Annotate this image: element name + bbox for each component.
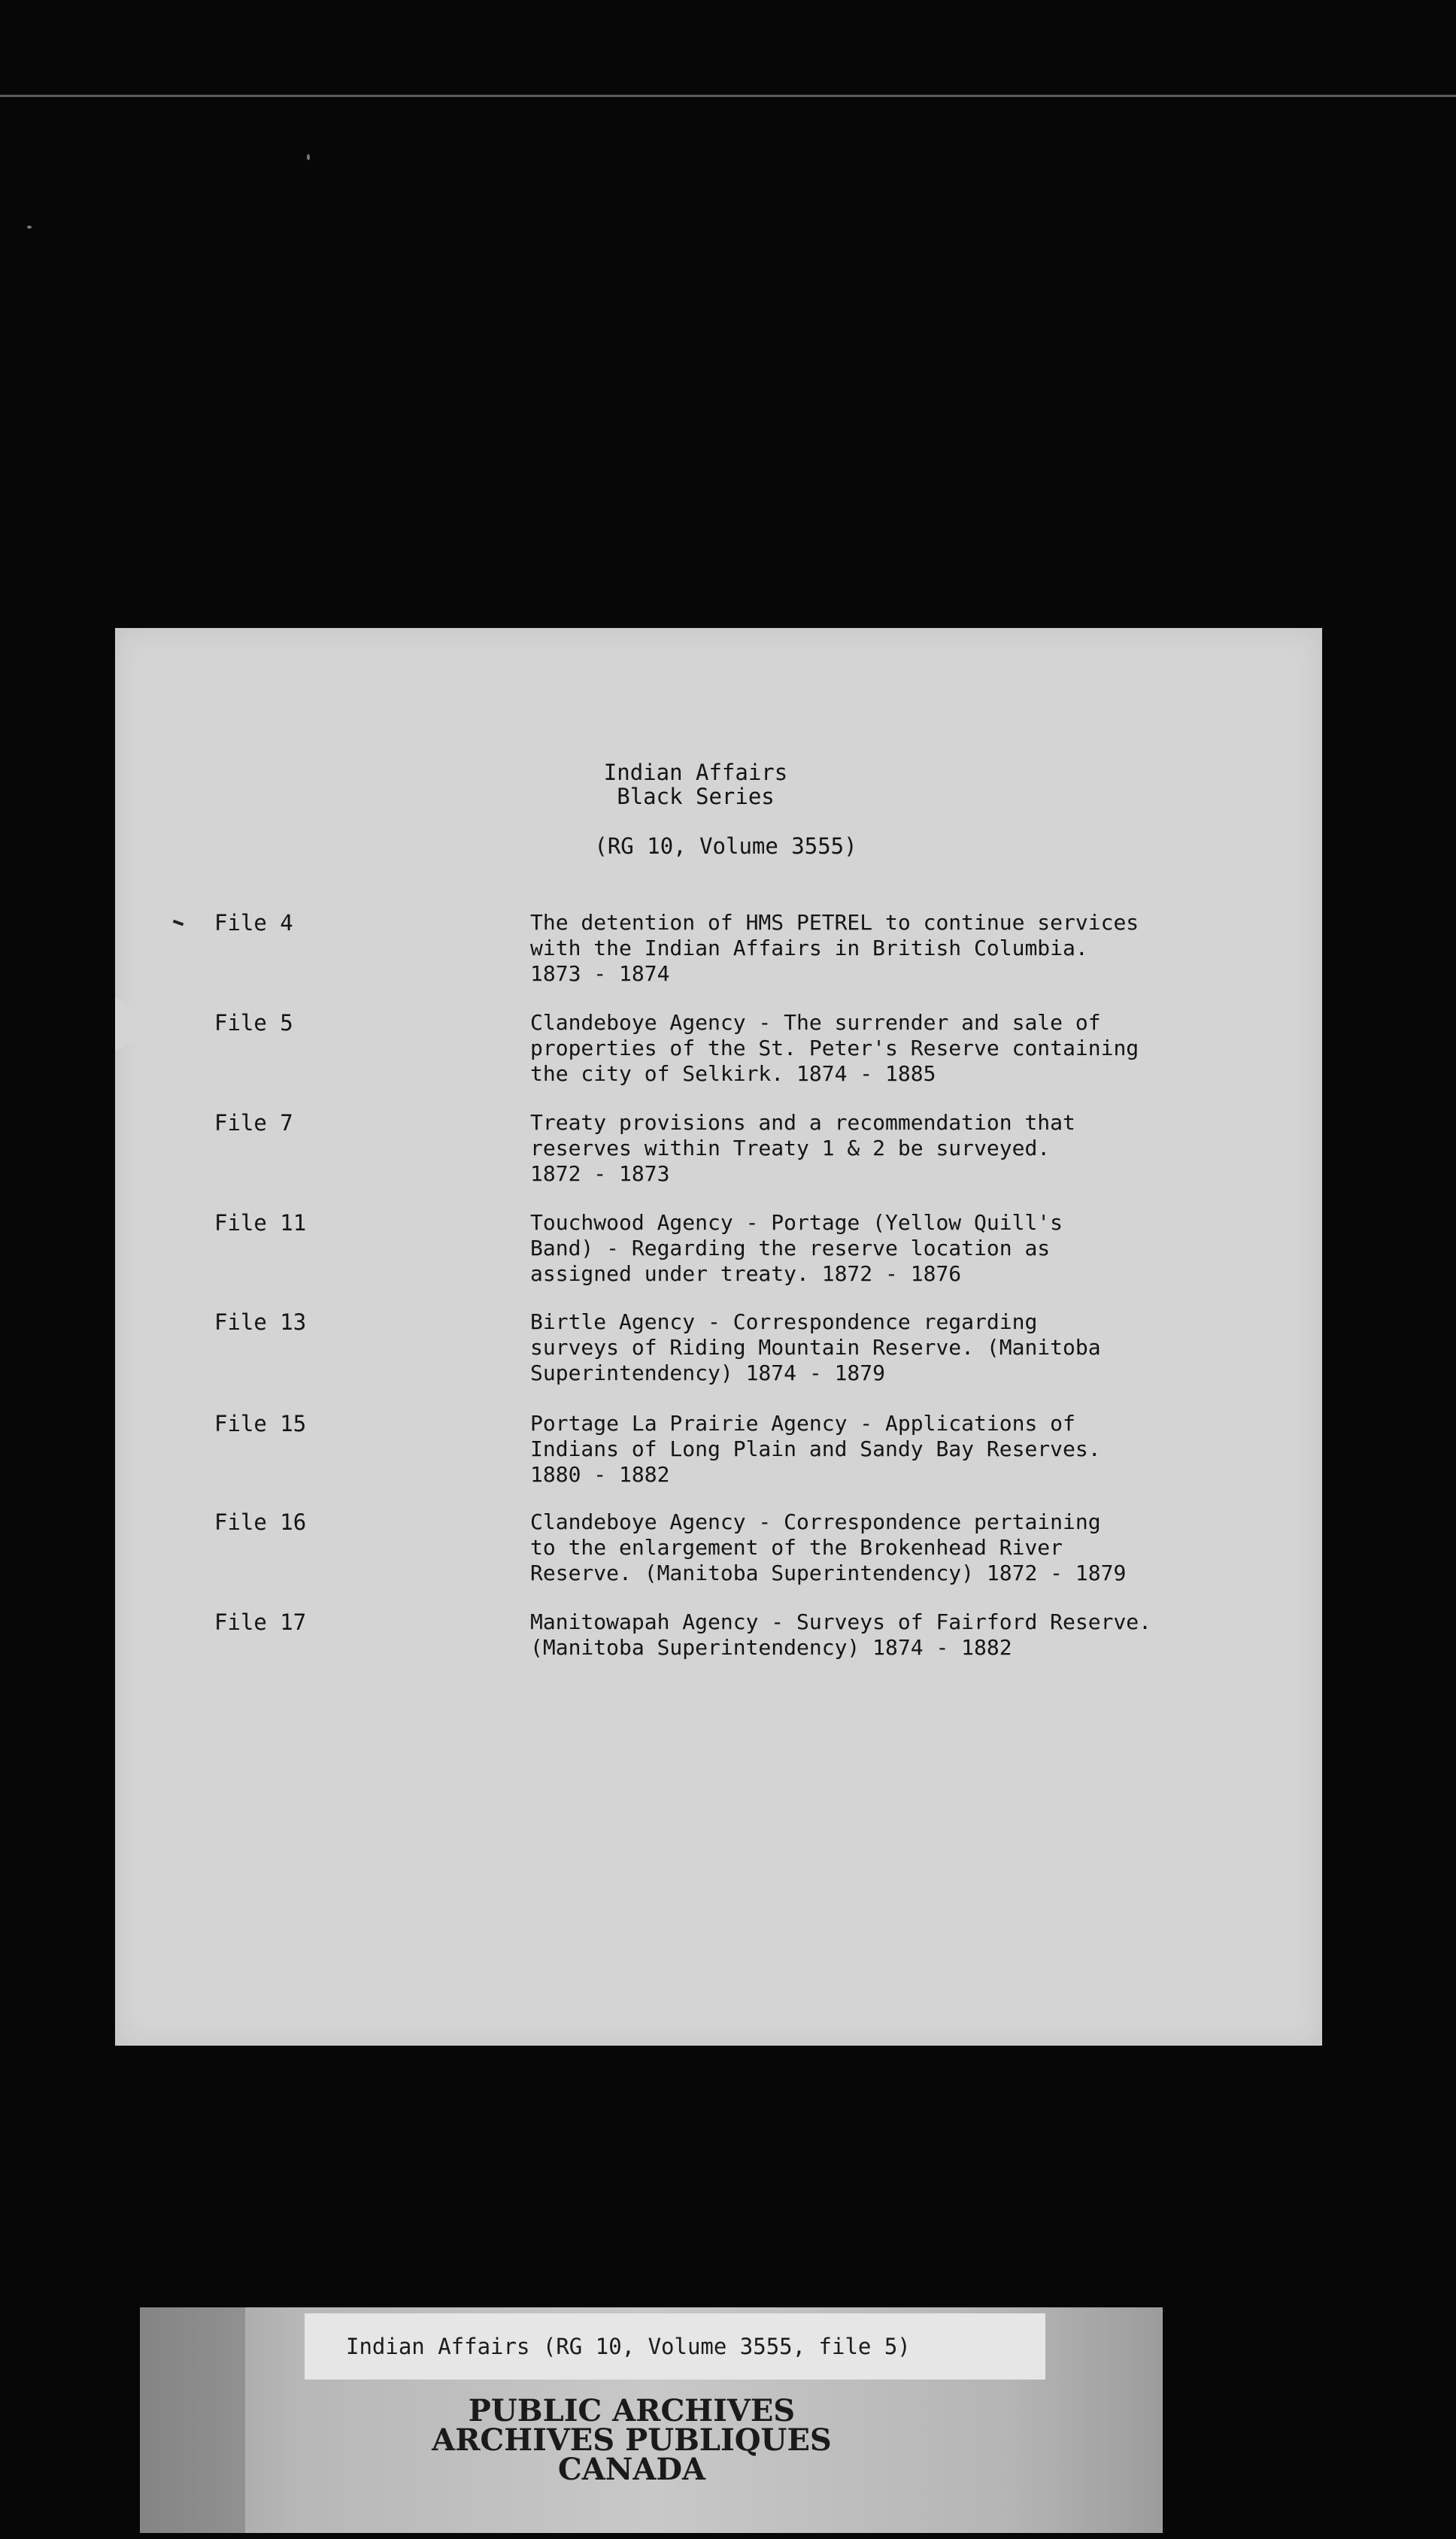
header-series: Black Series (617, 784, 775, 809)
film-edge-line (0, 95, 1456, 97)
header-title: Indian Affairs (603, 760, 788, 785)
file-label: File 4 (214, 910, 293, 936)
archive-stamp-line: PUBLIC ARCHIVES (468, 2393, 796, 2428)
header-volume: (RG 10, Volume 3555) (594, 833, 857, 859)
file-label: File 15 (214, 1411, 307, 1436)
footer-file-label: Indian Affairs (RG 10, Volume 3555, file 5) (305, 2313, 1045, 2380)
file-label: File 11 (214, 1210, 307, 1236)
file-description: Clandeboye Agency - The surrender and sale of properties of the St. Peter's Reserve containing the city of Selkirk. 1874 - 1885 (530, 1010, 1139, 1086)
file-description: Manitowapah Agency - Surveys of Fairford Reserve. (Manitoba Superintendency) 1874 - 1882 (530, 1609, 1152, 1660)
film-speck (307, 154, 310, 160)
file-label: File 5 (214, 1010, 293, 1036)
file-description: Portage La Prairie Agency - Applications of Indians of Long Plain and Sandy Bay Reserves. 1880 - 1882 (530, 1411, 1101, 1487)
file-description: Touchwood Agency - Portage (Yellow Quill's Band) - Regarding the reserve location as assigned under treaty. 1872 - 1876 (530, 1210, 1063, 1286)
film-speck (27, 226, 32, 229)
archive-stamp-line: ARCHIVES PUBLIQUES (432, 2422, 832, 2458)
file-label: File 7 (214, 1110, 293, 1136)
file-description: Treaty provisions and a recommendation that reserves within Treaty 1 & 2 be surveyed. 1872 - 1873 (530, 1110, 1075, 1186)
archive-stamp-line: CANADA (557, 2452, 706, 2487)
file-label: File 13 (214, 1309, 307, 1335)
page-notch-marker (115, 997, 163, 1051)
file-description: Clandeboye Agency - Correspondence pertaining to the enlargement of the Brokenhead River Reserve. (Manitoba Superintendency) 1872 - 1879 (530, 1509, 1127, 1585)
file-label: File 17 (214, 1609, 307, 1635)
file-description: The detention of HMS PETREL to continue services with the Indian Affairs in British Columbia. 1873 - 1874 (530, 910, 1139, 986)
file-description: Birtle Agency - Correspondence regarding surveys of Riding Mountain Reserve. (Manitoba Superintendency) 1874 - 1879 (530, 1309, 1101, 1385)
footer-shadow (140, 2307, 245, 2533)
file-label: File 16 (214, 1509, 307, 1535)
